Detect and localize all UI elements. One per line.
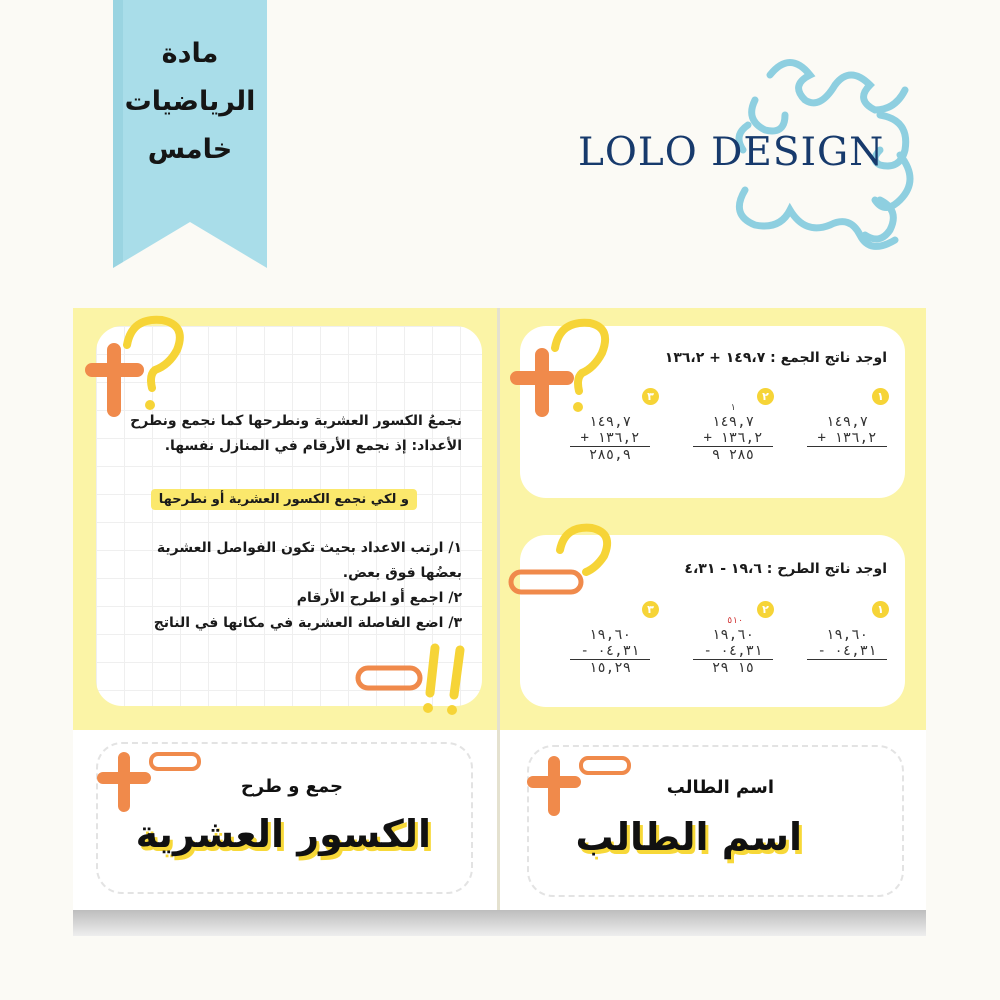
addition-2-b: ١٣٦,٢ + (693, 430, 773, 447)
ribbon-line-2: الرياضيات (124, 86, 256, 117)
book-shadow (73, 910, 926, 936)
subtraction-3-result: ١٥,٢٩ (588, 660, 632, 676)
subtraction-step-1 (807, 627, 887, 660)
cover-right-title: اسم الطالب (575, 815, 802, 859)
subtraction-3-b: ٠٤,٣١ - (570, 643, 650, 660)
addition-2-carry: ١ (730, 403, 736, 413)
intro-highlight: و لكي نجمع الكسور العشرية أو نطرحها (151, 489, 417, 510)
ribbon-label (113, 30, 267, 174)
subtraction-3-a: ١٩,٦٠ (588, 627, 632, 643)
intro-step-2: ٢/ اجمع أو اطرح الأرقام (296, 590, 462, 606)
addition-1-a: ١٤٩,٧ (825, 414, 869, 430)
intro-step-3: ٣/ اضع الفاصلة العشرية في مكانها في الناتج (153, 615, 462, 631)
cover-left-subtitle: جمع و طرح (240, 776, 343, 797)
addition-3-result: ٢٨٥,٩ (588, 447, 632, 463)
addition-1-b: ١٣٦,٢ + (807, 430, 887, 447)
addition-step-1 (807, 414, 887, 447)
ribbon-line-3: خامس (147, 134, 233, 165)
ribbon-line-1: مادة (161, 38, 219, 69)
addition-step-2 (693, 402, 773, 463)
question-plus-deco-icon-2 (505, 310, 615, 420)
subtraction-step-3-badge: ٣ (642, 601, 659, 618)
addition-step-2-badge: ٢ (757, 388, 774, 405)
question-plus-deco-icon (72, 310, 192, 420)
subtraction-1-a: ١٩,٦٠ (825, 627, 869, 643)
subtraction-step-2 (693, 615, 773, 676)
intro-paragraph: نجمعُ الكسور العشرية ونطرحها كما نجمع ونطرح الأعداد: إذ نجمع الأرقام في المنازل نفسها. (130, 413, 462, 454)
addition-3-b: ١٣٦,٢ + (570, 430, 650, 447)
subtraction-step-3 (570, 627, 650, 676)
exclaim-deco-icon (350, 640, 490, 720)
addition-2-result: ٢٨٥ ٩ (711, 447, 755, 463)
book-spine (497, 308, 500, 910)
subtraction-2-result: ١٥ ٢٩ (711, 660, 755, 676)
addition-step-1-badge: ١ (872, 388, 889, 405)
addition-step-3 (570, 414, 650, 463)
cover-left-title: الكسور العشرية (135, 812, 431, 856)
subtraction-step-2-badge: ٢ (757, 601, 774, 618)
intro-highlight-wrap (151, 488, 417, 507)
addition-3-a: ١٤٩,٧ (588, 414, 632, 430)
subtraction-2-b: ٠٤,٣١ - (693, 643, 773, 660)
subtraction-2-borrow: ٥١٠ (727, 616, 744, 626)
subtraction-1-b: ٠٤,٣١ - (807, 643, 887, 660)
addition-2-a: ١٤٩,٧ (711, 414, 755, 430)
brand-name: LOLO DESIGN (578, 130, 885, 175)
cover-right-subtitle: اسم الطالب (666, 777, 774, 798)
subtraction-title: اوجد ناتج الطرح : ١٩،٦ - ٤،٣١ (684, 561, 887, 577)
subtraction-step-1-badge: ١ (872, 601, 889, 618)
plus-pill-deco-icon (95, 748, 205, 818)
addition-step-3-badge: ٣ (642, 388, 659, 405)
plus-pill-deco-icon-2 (525, 752, 635, 822)
intro-step-1: ١/ ارتب الاعداد بحيث تكون الفواصل العشرية بعضُها فوق بعض. (156, 540, 462, 581)
intro-steps (132, 536, 462, 636)
addition-title: اوجد ناتج الجمع : ١٤٩،٧ + ١٣٦،٢ (664, 350, 887, 366)
subtraction-2-a: ١٩,٦٠ (711, 627, 755, 643)
question-pill-deco-icon (505, 520, 625, 600)
